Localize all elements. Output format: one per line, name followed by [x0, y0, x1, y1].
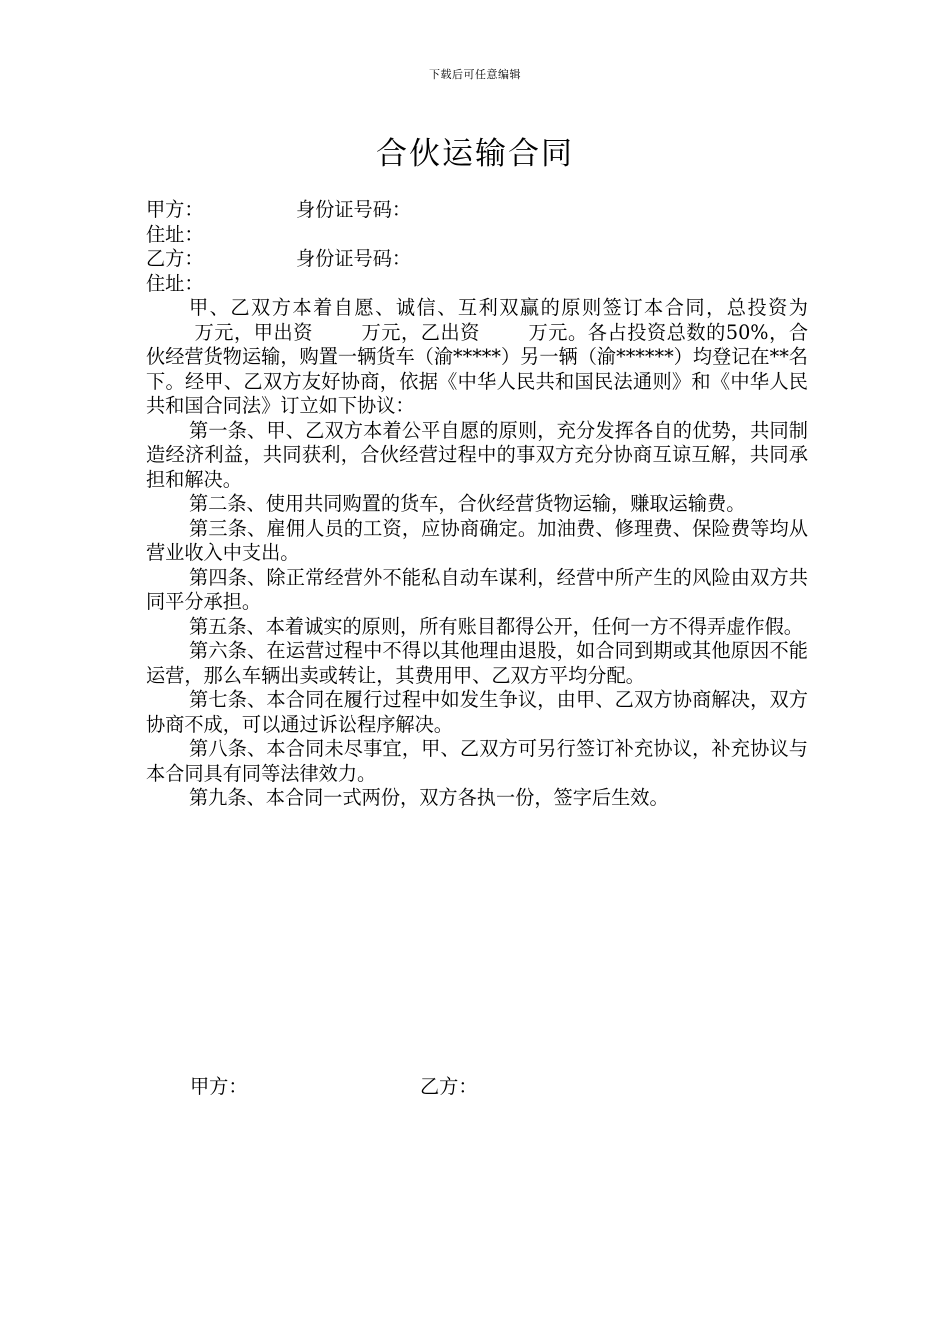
- party-b-address-row: [146, 272, 808, 297]
- intro-part-1: 甲、乙双方本着自愿、诚信、互利双赢的原则签订本合同，总投资为: [189, 296, 808, 319]
- article-7: 第七条、本合同在履行过程中如发生争议，由甲、乙双方协商解决，双方协商不成，可以通过诉讼程序解决。: [146, 688, 808, 736]
- article-1: 第一条、甲、乙双方本着公平自愿的原则，充分发挥各自的优势，共同制造经济利益，共同获利，合伙经营过程中的事双方充分协商互谅互解，共同承担和解决。: [146, 418, 808, 491]
- intro-part-4: 万元。各占投资总数的50%，合伙经营货物运输，购置一辆货车（渝*****）另一辆（渝******）均登记在**名下。经甲、乙双方友好协商，依据《中华人民共和国民法通则》和《中华人民共和国合同法》订立如下协议：: [146, 320, 809, 417]
- party-a-address-row: [146, 223, 808, 248]
- header-note: 下载后可任意编辑: [429, 68, 521, 81]
- party-b-label: 乙方：: [146, 247, 204, 270]
- intro-paragraph: [146, 296, 808, 419]
- article-6: 第六条、在运营过程中不得以其他理由退股，如合同到期或其他原因不能运营，那么车辆出卖或转让，其费用甲、乙双方平均分配。: [146, 639, 808, 687]
- article-8: 第八条、本合同未尽事宜，甲、乙双方可另行签订补充协议，补充协议与本合同具有同等法律效力。: [146, 737, 808, 785]
- party-a-id-label: 身份证号码：: [296, 198, 412, 221]
- article-5: 第五条、本着诚实的原则，所有账目都得公开，任何一方不得弄虚作假。: [189, 614, 803, 638]
- contract-title: 合伙运输合同: [376, 136, 574, 172]
- article-3: 第三条、雇佣人员的工资，应协商确定。加油费、修理费、保险费等均从营业收入中支出。: [146, 516, 808, 564]
- intro-part-3: 万元，乙出资: [360, 320, 480, 344]
- party-b-id-label: 身份证号码：: [296, 247, 412, 270]
- party-a-row: [146, 198, 808, 223]
- signature-party-a: 甲方：: [190, 1075, 248, 1098]
- contract-body: [146, 198, 808, 811]
- signature-block: [190, 1072, 478, 1099]
- party-a-label: 甲方：: [146, 198, 204, 221]
- intro-part-2: 万元，甲出资: [194, 320, 313, 344]
- article-4: 第四条、除正常经营外不能私自动车谋利，经营中所产生的风险由双方共同平分承担。: [146, 565, 808, 613]
- article-2: 第二条、使用共同购置的货车，合伙经营货物运输，赚取运输费。: [189, 492, 746, 515]
- article-9: 第九条、本合同一式两份，双方各执一份，签字后生效。: [189, 786, 669, 809]
- party-a-address-label: 住址：: [146, 222, 204, 246]
- signature-party-b: 乙方：: [420, 1075, 478, 1098]
- party-b-address-label: 住址：: [146, 271, 204, 295]
- party-b-row: [146, 247, 808, 272]
